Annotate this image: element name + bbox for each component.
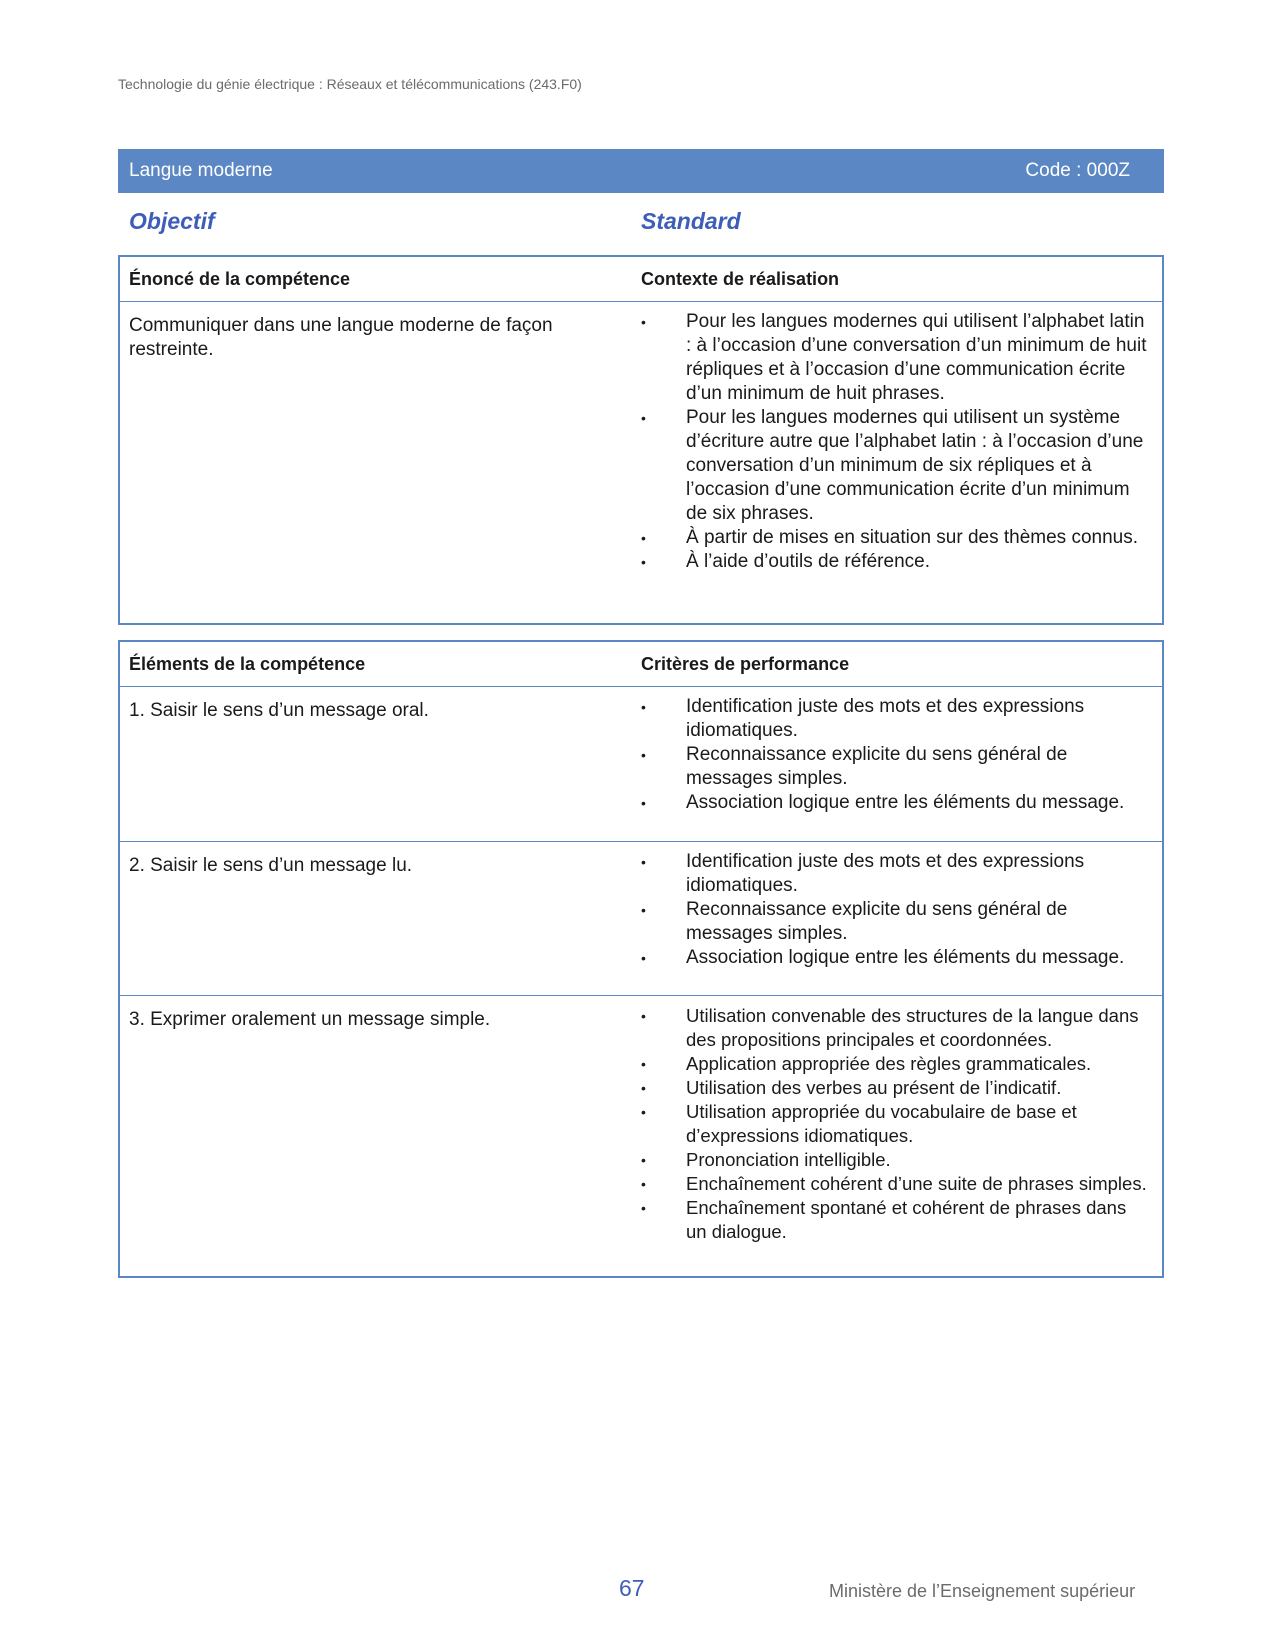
table-row — [120, 841, 1162, 995]
table-row — [120, 687, 1162, 841]
list-item: • Pour les langues modernes qui utilisent un système d’écriture autre que l’alphabet latin : à l’occasion d’une conversation d’un minimum de six répliques et à l’occasion d’une communication écrite d’un minimum de six phrases. — [641, 407, 1144, 524]
contexte-header: Contexte de réalisation — [641, 269, 840, 289]
elements-table-header — [120, 642, 1162, 687]
enonce-table — [118, 255, 1164, 625]
section-labels — [118, 208, 1164, 242]
list-item: • Application appropriée des règles grammaticales. — [641, 1053, 1092, 1074]
elements-header: Éléments de la compétence — [129, 654, 366, 674]
list-item: • Pour les langues modernes qui utilisent l’alphabet latin : à l’occasion d’une conversation d’un minimum de huit répliques et à l’occasion d’une communication écrite d’un minimum de huit phrases. — [641, 311, 1147, 404]
list-item: • Utilisation des verbes au présent de l’indicatif. — [641, 1077, 1062, 1098]
bullet-icon: • — [641, 950, 646, 966]
list-item: • À l’aide d’outils de référence. — [641, 551, 930, 572]
bullet-icon: • — [641, 1200, 646, 1216]
footer-organization: Ministère de l’Enseignement supérieur — [829, 1581, 1136, 1601]
bullet-icon: • — [641, 554, 646, 570]
criteres-list — [641, 850, 1151, 970]
element-text: 1. Saisir le sens d’un message oral. — [129, 700, 429, 721]
bullet-icon: • — [641, 410, 646, 426]
course-title-bar — [118, 149, 1164, 193]
list-item: • Reconnaissance explicite du sens général de messages simples. — [641, 744, 1068, 789]
criteres-list — [641, 695, 1151, 815]
contexte-list — [641, 310, 1151, 574]
bullet-icon: • — [641, 699, 646, 715]
list-item: • Utilisation convenable des structures de la langue dans des propositions principales et coordonnées. — [641, 1005, 1139, 1050]
list-item: • Enchaînement cohérent d’une suite de phrases simples. — [641, 1173, 1147, 1194]
course-code: Code : 000Z — [1025, 160, 1130, 181]
list-item: • Enchaînement spontané et cohérent de phrases dans un dialogue. — [641, 1197, 1127, 1242]
list-item: • Association logique entre les éléments du message. — [641, 947, 1125, 968]
bullet-icon: • — [641, 1056, 646, 1072]
bullet-icon: • — [641, 1008, 646, 1024]
list-item: • Identification juste des mots et des expressions idiomatiques. — [641, 851, 1085, 896]
bullet-icon: • — [641, 530, 646, 546]
bullet-icon: • — [641, 795, 646, 811]
list-item: • À partir de mises en situation sur des thèmes connus. — [641, 527, 1139, 548]
standard-label: Standard — [641, 208, 741, 234]
element-text: 2. Saisir le sens d’un message lu. — [129, 855, 413, 876]
enonce-row — [120, 302, 1162, 624]
enonce-table-header — [120, 257, 1162, 302]
table-row — [120, 995, 1162, 1275]
bullet-icon: • — [641, 902, 646, 918]
list-item: • Prononciation intelligible. — [641, 1149, 891, 1170]
list-item: • Reconnaissance explicite du sens général de messages simples. — [641, 899, 1068, 944]
elements-table — [118, 640, 1164, 1278]
list-item: • Identification juste des mots et des expressions idiomatiques. — [641, 696, 1085, 741]
element-text: 3. Exprimer oralement un message simple. — [129, 1009, 491, 1030]
bullet-icon: • — [641, 747, 646, 763]
criteres-header: Critères de performance — [641, 654, 850, 674]
page-number: 67 — [619, 1575, 645, 1601]
bullet-icon: • — [641, 1104, 646, 1120]
bullet-icon: • — [641, 1152, 646, 1168]
bullet-icon: • — [641, 1176, 646, 1192]
objectif-label: Objectif — [129, 208, 215, 234]
bullet-icon: • — [641, 1080, 646, 1096]
course-name: Langue moderne — [129, 160, 273, 181]
bullet-icon: • — [641, 314, 646, 330]
list-item: • Utilisation appropriée du vocabulaire de base et d’expressions idiomatiques. — [641, 1101, 1077, 1146]
enonce-text: Communiquer dans une langue moderne de façon restreinte. — [129, 315, 553, 360]
bullet-icon: • — [641, 854, 646, 870]
criteres-list — [641, 1004, 1151, 1244]
enonce-header: Énoncé de la compétence — [129, 269, 351, 289]
running-head: Technologie du génie électrique : Réseaux et télécommunications (243.F0) — [118, 76, 582, 92]
list-item: • Association logique entre les éléments du message. — [641, 792, 1125, 813]
